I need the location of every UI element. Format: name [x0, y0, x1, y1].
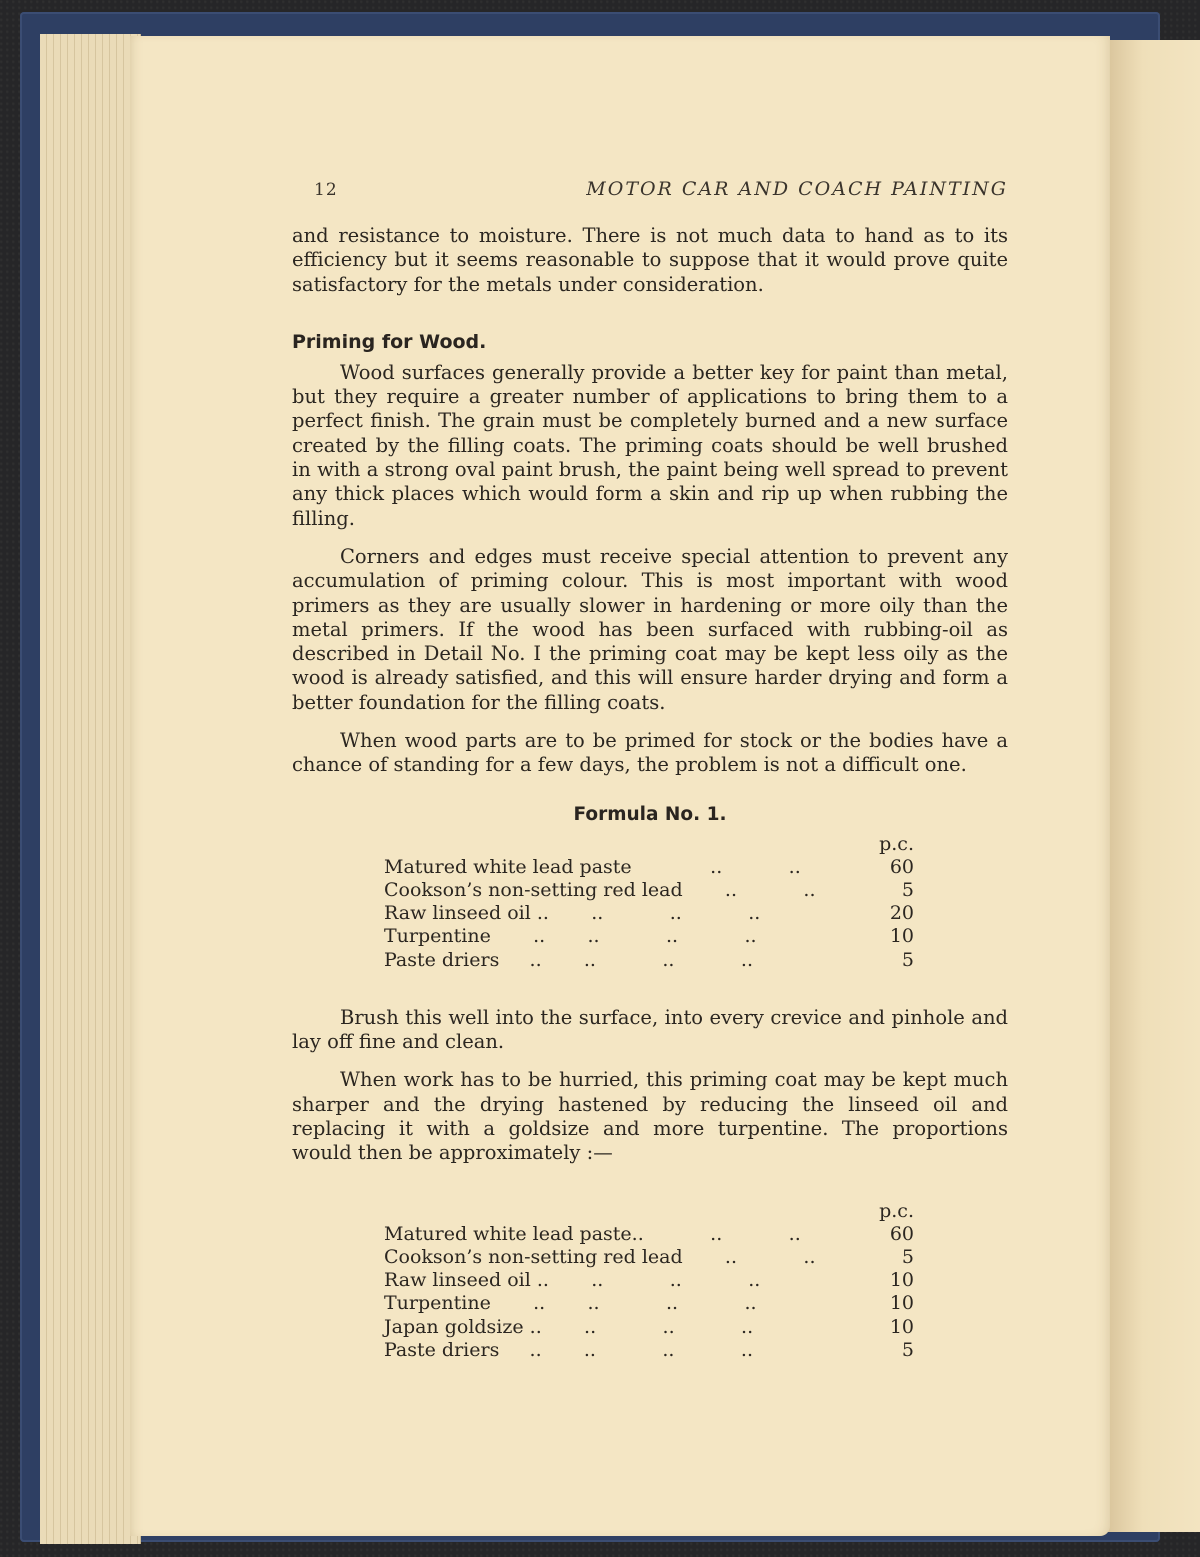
page-edges-stack	[40, 34, 141, 1544]
running-title: MOTOR CAR AND COACH PAINTING	[586, 178, 1008, 200]
formula-heading: Formula No. 1.	[573, 803, 727, 825]
formula-1-table	[384, 833, 914, 972]
paragraph-stock-priming: When wood parts are to be primed for stock or the bodies have a chance of standing for a few days, the problem is not a difficult one.	[292, 729, 1008, 777]
recipe-row: Paste driers .. .. .. .. 5	[384, 1338, 914, 1361]
paragraph-hurried-work: When work has to be hurried, this priming coat may be kept much sharper and the drying hastened by reducing the linseed oil and replacing it with a goldsize and more turpentine. The proportions would then be approximately :—	[292, 1068, 1008, 1165]
recipe-row: Japan goldsize .. .. .. .. 10	[384, 1315, 914, 1338]
recipe-row: Raw linseed oil .. .. .. .. 20	[384, 902, 914, 925]
unit-label: p.c.	[879, 1199, 914, 1222]
page-content	[292, 178, 1008, 1362]
paragraph-corners-edges: Corners and edges must receive special attention to prevent any accumulation of priming colour. This is most important with wood primers as they are usually slower in hardening or more oily than the metal primers. If the wood has been surfaced with rubbing-oil as described in Detail No. I the priming coat may be kept less oily as the wood is already satisfied, and this will ensure harder drying and form a better foundation for the filling coats.	[292, 544, 1008, 714]
page-number: 12	[314, 180, 338, 200]
facing-page-edge	[1105, 40, 1200, 1532]
recipe-row: Turpentine .. .. .. .. 10	[384, 925, 914, 948]
section-heading: Priming for Wood.	[292, 330, 487, 353]
recipe-row: Cookson’s non-setting red lead .. .. 5	[384, 1246, 914, 1269]
recipe-row: Turpentine .. .. .. .. 10	[384, 1292, 914, 1315]
recipe-row: Matured white lead paste.. .. .. 60	[384, 1222, 914, 1245]
running-head	[292, 178, 1008, 200]
paragraph-brush-well: Brush this well into the surface, into every crevice and pinhole and lay off fine and clean.	[292, 1005, 1008, 1054]
intro-paragraph: and resistance to moisture. There is not much data to hand as to its efficiency but it seems reasonable to suppose that it would prove quite satisfactory for the metals under consideration.	[292, 224, 1008, 296]
recipe-row: Cookson’s non-setting red lead .. .. 5	[384, 879, 914, 902]
unit-label: p.c.	[879, 832, 914, 855]
paragraph-wood-surfaces: Wood surfaces generally provide a better key for paint than metal, but they require a greater number of applications to bring them to a perfect finish. The grain must be completely burned and a new surface created by the filling coats. The priming coats should be well brushed in with a strong oval paint brush, the paint being well spread to prevent any thick places which would form a skin and rip up when rubbing the filling.	[292, 360, 1008, 530]
recipe-row: Matured white lead paste .. .. 60	[384, 855, 914, 878]
recipe-row: Paste driers .. .. .. .. 5	[384, 948, 914, 971]
recipe-row: Raw linseed oil .. .. .. .. 10	[384, 1269, 914, 1292]
formula-2-table	[384, 1200, 914, 1362]
